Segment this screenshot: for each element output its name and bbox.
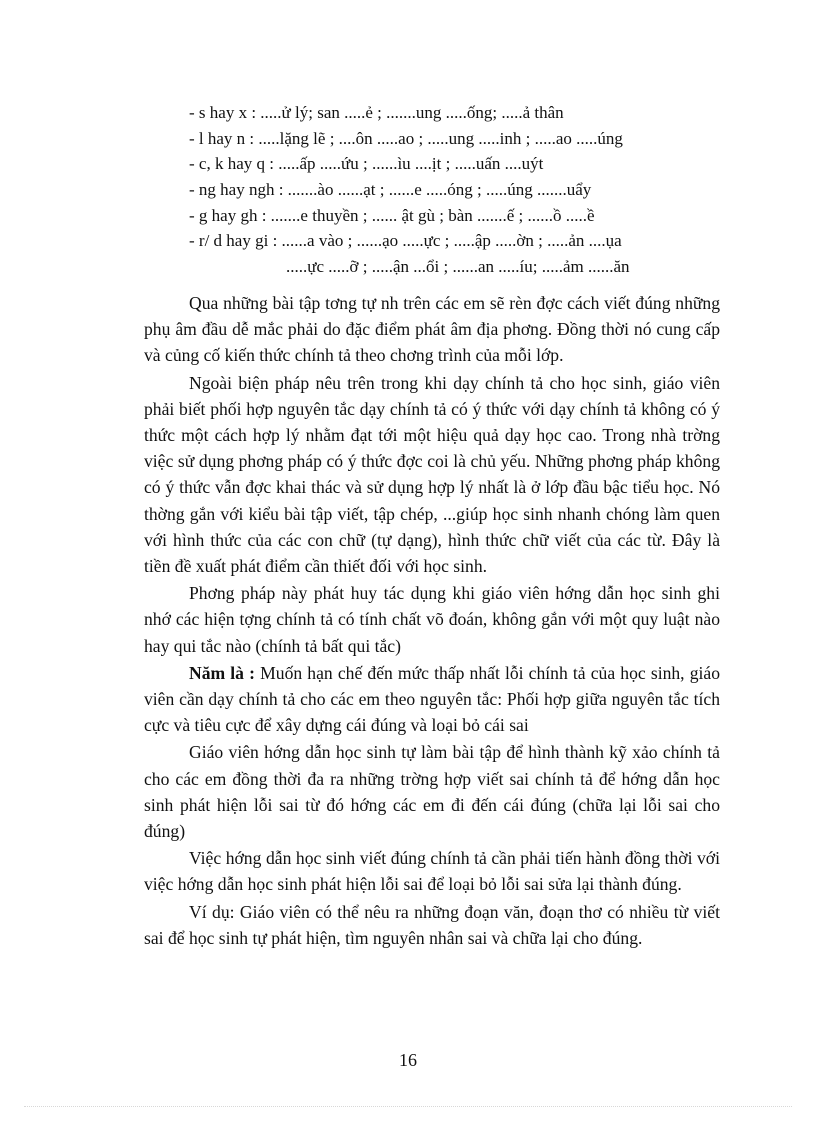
- paragraph-example: [144, 899, 720, 951]
- paragraph-correct-writing: [144, 845, 720, 897]
- paragraph-text: Ngoài biện pháp nêu trên trong khi dạy chính tả cho học sinh, giáo viên phải biết phối hợp nguyên tắc dạy chính tả có ý thức với dạy chính tả không có ý thức một cách hợp lý nhằm đạt tới một hiệu quả dạy học cao. Trong nhà trờng việc sử dụng phơng pháp có ý thức đợc coi là chủ yếu. Những phơng pháp không có ý thức vẫn đợc khai thác và sử dụng hợp lý nhất là ở lớp đầu bậc tiểu học. Nó thờng gắn với kiểu bài tập viết, tập chép, ...giúp học sinh nhanh chóng làm quen với hình thức của các con chữ (tự dạng), hình thức chữ viết của các từ. Đây là tiền đề xuất phát điểm cần thiết đối với học sinh.: [144, 372, 720, 577]
- exercise-list: [189, 100, 729, 280]
- exercise-line-continuation: .....ực .....ỡ ; .....ận ...ổi ; ......an .....íu; .....ảm ......ăn: [286, 257, 630, 277]
- paragraph-text: Phơng pháp này phát huy tác dụng khi giáo viên hớng dẫn học sinh ghi nhớ các hiện tợng chính tả có tính chất võ đoán, không gắn với một quy luật nào hay qui tắc nào (chính tả bất qui tắc): [144, 583, 720, 656]
- paragraph-practice-summary: [144, 290, 720, 369]
- exercise-line-r-d-gi: - r/ d hay gi : ......a vào ; ......ạo .....ực ; .....ập .....ờn ; .....ản ....ụa: [189, 231, 622, 251]
- exercise-line-s-x: - s hay x : .....ử lý; san .....ẻ ; .......ung .....ống; .....ả thân: [189, 103, 564, 122]
- exercise-line-c-k-q: - c, k hay q : .....ấp .....ứu ; ......ìu ....ịt ; .....uấn ....uýt: [189, 154, 544, 174]
- paragraph-fifth-point: [144, 660, 720, 739]
- page-number: 16: [399, 1050, 417, 1070]
- paragraph-text: Việc hớng dẫn học sinh viết đúng chính tả cần phải tiến hành đồng thời với việc hớng dẫn học sinh phát hiện lỗi sai để loại bỏ lỗi sai sửa lại thành đúng.: [144, 848, 720, 895]
- paragraph-method-effect: [144, 580, 720, 659]
- exercise-line-ng-ngh: - ng hay ngh : .......ào ......ạt ; ......e .....óng ; .....úng .......uẩy: [189, 180, 592, 200]
- paragraph-lead: Năm là :: [189, 662, 255, 683]
- body-text: [144, 290, 720, 951]
- exercise-line-g-gh: - g hay gh : .......e thuyền ; ...... ật gù ; bàn .......ế ; ......ồ .....ề: [189, 205, 595, 225]
- paragraph-text: Giáo viên hớng dẫn học sinh tự làm bài tập để hình thành kỹ xảo chính tả cho các em đồng thời đa ra những trờng hợp viết sai chính tả để hớng dẫn học sinh phát hiện lỗi sai từ đó hớng các em đi đến cái đúng (chữa lại lỗi sai cho đúng): [144, 742, 720, 842]
- footer-divider: [24, 1106, 792, 1107]
- paragraph-teacher-guidance: [144, 739, 720, 844]
- paragraph-text: Qua những bài tập tơng tự nh trên các em sẽ rèn đợc cách viết đúng những phụ âm đầu dễ mắc phải do đặc điểm phát âm địa phơng. Đồng thời nó cung cấp và củng cố kiến thức chính tả theo chơng trình của mỗi lớp.: [144, 293, 720, 366]
- paragraph-conscious-method: [144, 370, 720, 580]
- exercise-line-l-n: - l hay n : .....lặng lẽ ; ....ôn .....ao ; .....ung .....inh ; .....ao .....úng: [189, 128, 623, 148]
- paragraph-text: Ví dụ: Giáo viên có thể nêu ra những đoạn văn, đoạn thơ có nhiều từ viết sai để học sinh tự phát hiện, tìm nguyên nhân sai và chữa lại cho đúng.: [144, 901, 720, 948]
- paragraph-text: Muốn hạn chế đến mức thấp nhất lỗi chính tả của học sinh, giáo viên cần dạy chính tả cho các em theo nguyên tắc: Phối hợp giữa nguyên tắc tích cực và tiêu cực để xây dựng cái đúng và loại bỏ cái sai: [144, 662, 720, 736]
